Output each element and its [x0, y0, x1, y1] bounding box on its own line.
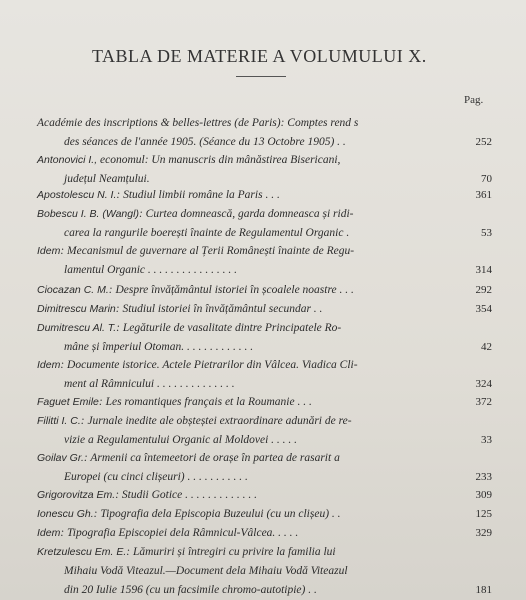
- toc-entry-text: din 20 Iulie 1596 (cu un facsimile chromo-autotipie) . .: [64, 584, 317, 596]
- toc-entry-line: [37, 415, 352, 427]
- toc-entry-line: [37, 284, 354, 296]
- toc-entry-text: : Mecanismul de guvernare al Țerii Românești înainte de Regu-: [60, 245, 355, 257]
- toc-entry-text: județul Neamțului.: [64, 173, 150, 185]
- toc-entry-text: : Tipografia dela Episcopia Buzeului (cu un clișeu) . .: [93, 508, 341, 520]
- toc-entry-line: [37, 489, 257, 501]
- toc-entry-page-number: 329: [475, 527, 492, 539]
- toc-entry-text: lamentul Organic . . . . . . . . . . . . . . . .: [64, 264, 238, 276]
- toc-entry-line: [37, 396, 312, 408]
- toc-entry-text: mâne și împeriul Otoman. . . . . . . . . . . . .: [64, 341, 254, 353]
- toc-entry-line: [64, 227, 349, 239]
- toc-entry-author: Grigorovitza Em.: [37, 489, 116, 501]
- toc-entry-text: : Legăturile de vasalitate dintre Principatele Ro-: [116, 322, 342, 334]
- toc-entry-line: [37, 303, 322, 315]
- toc-entry-page-number: 292: [475, 284, 492, 296]
- toc-entry-page-number: 372: [475, 396, 492, 408]
- toc-entry-page-number: 324: [475, 378, 492, 390]
- toc-entry-text: carea la rangurile boerești înainte de Regulamentul Organic .: [64, 227, 350, 239]
- toc-entry-author: Idem: [37, 245, 61, 257]
- toc-entry-text: : Tipografia Episcopiei dela Râmnicul-Vâlcea. . . . .: [60, 527, 299, 539]
- toc-entry-page-number: 181: [475, 584, 492, 596]
- toc-entry-line: [64, 378, 235, 390]
- toc-entry-author: Ionescu Gh.: [37, 508, 94, 520]
- toc-entry-line: [37, 546, 336, 558]
- toc-entry-line: [37, 508, 341, 520]
- toc-entry-text: des séances de l'année 1905. (Séance du 13 Octobre 1905) . .: [64, 136, 346, 148]
- toc-entry-line: [64, 341, 253, 353]
- toc-entry-page-number: 70: [481, 173, 492, 185]
- toc-entry-text: : Despre învățământul istoriei în școalele noastre . . .: [108, 284, 354, 296]
- toc-entry-page-number: 314: [475, 264, 492, 276]
- toc-entry-text: : Jurnale inedite ale obșteștei extraordinare adunări de re-: [80, 415, 352, 427]
- toc-entry-page-number: 361: [475, 189, 492, 201]
- toc-entry-line: [64, 434, 297, 446]
- toc-entry-author: Antonovici I.,: [37, 154, 98, 166]
- toc-entry-text: : Documente istorice. Actele Pietrarilor din Vâlcea. Viadica Cli-: [60, 359, 358, 371]
- toc-entry-line: [37, 359, 358, 371]
- toc-entry-page-number: 42: [481, 341, 492, 353]
- toc-entry-line: [64, 584, 317, 596]
- toc-entry-line: [37, 154, 340, 166]
- toc-entry-page-number: 53: [481, 227, 492, 239]
- toc-entry-line: [37, 452, 340, 464]
- toc-entry-line: [37, 189, 280, 201]
- toc-entry-page-number: 33: [481, 434, 492, 446]
- toc-entry-text: : Studiul istoriei în învățământul secundar . .: [115, 303, 323, 315]
- toc-entry-line: [37, 208, 353, 220]
- toc-entry-line: [64, 136, 346, 148]
- toc-entry-line: [64, 264, 237, 276]
- toc-entry-page-number: 233: [475, 471, 492, 483]
- toc-entry-author: Apostolescu N. I.: [37, 189, 117, 201]
- toc-entry-text: : Studiul limbii române la Paris . . .: [116, 189, 280, 201]
- toc-entry-text: vizie a Regulamentului Organic al Moldovei . . . . .: [64, 434, 298, 446]
- toc-entry-text: ment al Râmnicului . . . . . . . . . . . . . .: [64, 378, 235, 390]
- toc-entry-author: Idem: [37, 527, 61, 539]
- toc-entry-text: Europei (cu cinci clișeuri) . . . . . . . . . . .: [64, 471, 248, 483]
- toc-entry-line: [64, 471, 248, 483]
- toc-entry-author: Goilav Gr.: [37, 452, 84, 464]
- toc-entry-author: Dumitrescu Al. T.: [37, 322, 117, 334]
- toc-entry-text: Académie des inscriptions & belles-lettres (de Paris): Comptes rend s: [37, 117, 359, 129]
- toc-entry-author: Kretzulescu Em. E.: [37, 546, 127, 558]
- page-column-label: Pag.: [464, 94, 484, 106]
- toc-entry-page-number: 309: [475, 489, 492, 501]
- toc-entry-text: Mihaiu Vodă Viteazul.—Document dela Mihaiu Vodă Viteazul: [64, 565, 348, 577]
- toc-entry-author: Bobescu I. B. (Wangl): [37, 208, 139, 220]
- toc-entry-text: : Studii Gotice . . . . . . . . . . . . .: [115, 489, 258, 501]
- toc-entry-text: : Curtea domnească, garda domneasca și ridi-: [138, 208, 354, 220]
- toc-entry-line: [64, 173, 150, 185]
- toc-entry-line: [37, 322, 341, 334]
- toc-entry-author: Ciocazan C. M.: [37, 284, 109, 296]
- toc-entry-line: [64, 565, 348, 577]
- toc-entry-text: economul: Un manuscris din mânăstirea Bisericani,: [97, 154, 341, 166]
- toc-entry-page-number: 252: [475, 136, 492, 148]
- toc-entry-line: [37, 527, 298, 539]
- toc-entry-page-number: 354: [475, 303, 492, 315]
- toc-entry-author: Idem: [37, 359, 61, 371]
- toc-entry-text: : Lămuriri și întregiri cu privire la familia lui: [126, 546, 336, 558]
- toc-entry-line: [37, 245, 354, 257]
- toc-entry-author: Faguet Emile: [37, 396, 99, 408]
- toc-entry-line: [37, 117, 358, 129]
- toc-entry-author: Filitti I. C.: [37, 415, 81, 427]
- toc-entry-author: Dimitrescu Marin: [37, 303, 116, 315]
- toc-entry-page-number: 125: [475, 508, 492, 520]
- toc-entry-text: : Les romantiques français et la Roumanie . . .: [98, 396, 312, 408]
- page-title: TABLA DE MATERIE A VOLUMULUI X.: [92, 46, 427, 66]
- toc-entry-text: : Armenii ca întemeetori de orașe în partea de rasarit a: [83, 452, 340, 464]
